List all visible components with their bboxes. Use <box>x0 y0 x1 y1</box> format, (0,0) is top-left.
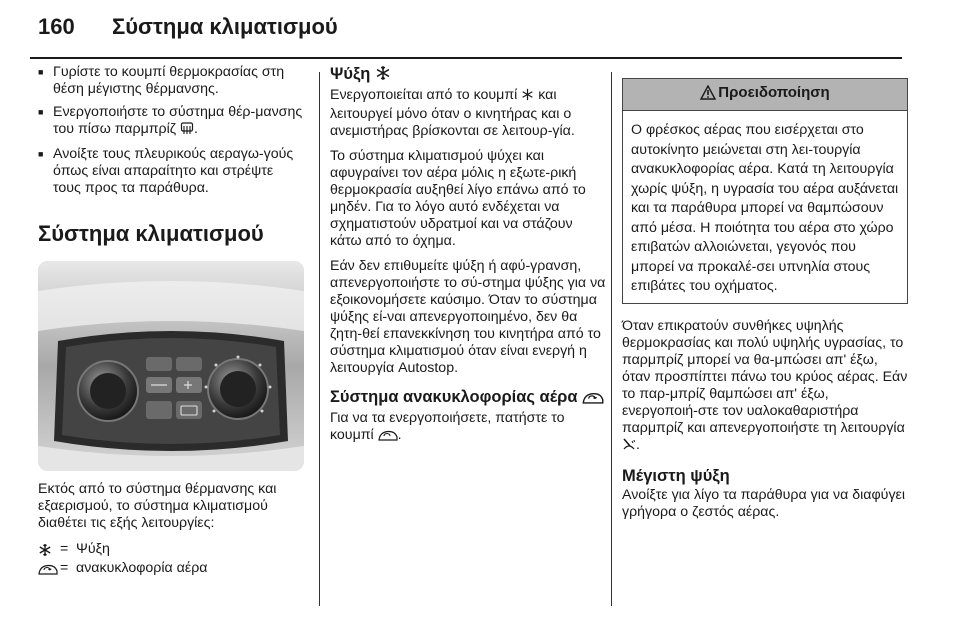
bullet-text: Γυρίστε το κουμπί θερμοκρασίας στη θέση μέγιστης θέρμανσης. <box>53 64 285 97</box>
max-cooling-paragraph: Ανοίξτε για λίγο τα παράθυρα για να διαφύγει γρήγορα ο ζεστός αέρας. <box>622 486 906 520</box>
legend-row-cooling <box>38 540 304 559</box>
cooling-p1-start: Ενεργοποιείται από το κουμπί <box>330 87 518 103</box>
humidity-paragraph <box>622 318 908 456</box>
cooling-paragraph-3: Εάν δεν επιθυμείτε ψύξη ή αφύ-γρανση, απενεργοποιήστε το σύ-στημα ψύξης για να εξοικονομήσετε καύσιμο. Όταν το σύστημα ψύξης εί-ναι απενεργοποιημένο, δεν θα ζητη-θεί επανεκκίνηση του κινητήρα από το σύστημα κλιματισμού όταν είναι ενεργή η λειτουργία Autostop. <box>330 258 606 376</box>
bullet-text: Ενεργοποιήστε το σύστημα θέρ-μανσης του πίσω παρμπρίζ <box>53 104 303 137</box>
page-number: 160 <box>38 14 75 39</box>
cooling-paragraph-1 <box>330 87 606 140</box>
rear-window-heating-icon <box>180 121 194 140</box>
warning-box <box>622 78 908 304</box>
air-recirculation-icon <box>378 429 398 446</box>
warning-text: Ο φρέσκος αέρας που εισέρχεται στο αυτοκίνητο μειώνεται στη λει-τουργία ανακυκλοφορίας αέρα. Κατά τη λειτουργία χωρίς ψύξη, η υγρασία του αέρα αυξάνεται και τα παράθυρα μπορεί να θαμπώσουν από μέσα. Η ποιότητα του αέρα στο χώρο επιβατών αλλοιώνεται, γεγονός που μπορεί να προκαλέ-σει υπνηλία στους επιβάτες του οχήματος. <box>631 122 899 294</box>
recirculation-heading-text: Σύστημα ανακυκλοφορίας αέρα <box>330 388 578 406</box>
section-title: Σύστημα κλιματισμού <box>38 221 264 246</box>
snowflake-icon <box>38 543 60 557</box>
air-recirculation-icon <box>38 563 60 575</box>
bullet-tail: . <box>193 121 198 137</box>
running-title: Σύστημα κλιματισμού <box>112 14 338 39</box>
warning-header <box>623 79 907 111</box>
snowflake-icon <box>521 88 534 106</box>
air-recirculation-icon <box>582 389 604 409</box>
cooling-p1-end: και λειτουργεί μόνο όταν ο κινητήρας και ο ανεμιστήρας βρίσκονται σε λειτουρ-γία. <box>330 87 575 139</box>
intro-text: Εκτός από το σύστημα θέρμανσης και εξαερισμού, το σύστημα κλιματισμού διαθέτει τις εξής λειτουργίες: <box>38 481 277 531</box>
legend-label: ανακυκλοφορία αέρα <box>76 560 208 576</box>
column-divider-2 <box>611 72 612 606</box>
column-right <box>622 64 908 529</box>
cooling-paragraph-2: Το σύστημα κλιματισμού ψύχει και αφυγραίνει τον αέρα μόλις η εξωτε-ρική θερμοκρασία αυξηθεί λίγο επάνω από το μηδέν. Για το λόγο αυτό ενδέχεται να σχηματιστούν υδρατμοί και να στάζουν κάτω από το όχημα. <box>330 148 586 249</box>
recirculation-heading <box>330 387 606 409</box>
header-rule <box>30 57 902 59</box>
bullet-item <box>38 104 304 140</box>
bullet-text: Ανοίξτε τους πλευρικούς αεραγω-γούς όπως είναι απαραίτητο και στρέψτε τους προς τα παράθυρα. <box>53 146 294 196</box>
recirculation-paragraph <box>330 410 606 446</box>
legend-equals: = <box>60 560 69 576</box>
humidity-tail: . <box>636 436 640 453</box>
cooling-heading <box>330 64 606 86</box>
windscreen-wiper-icon <box>622 437 636 456</box>
cooling-heading-text: Ψύξη <box>330 65 371 83</box>
recirculation-text-start: Για να τα ενεργοποιήσετε, πατήστε το κουμπί <box>330 410 565 443</box>
legend-row-recirculation <box>38 559 304 578</box>
legend-equals: = <box>60 541 69 557</box>
snowflake-icon <box>375 65 391 86</box>
climate-control-panel-photo <box>38 261 304 471</box>
legend-label: Ψύξη <box>76 541 110 557</box>
recirculation-text-end: . <box>397 427 402 443</box>
column-left <box>38 64 304 578</box>
column-divider-1 <box>319 72 320 606</box>
warning-title: Προειδοποίηση <box>718 84 830 101</box>
bullet-list <box>38 64 304 197</box>
bullet-item <box>38 64 304 98</box>
bullet-item <box>38 146 304 197</box>
warning-triangle-icon <box>700 82 716 110</box>
column-middle <box>330 64 606 454</box>
humidity-text: Όταν επικρατούν συνθήκες υψηλής θερμοκρασίας και πολύ υψηλής υγρασίας, το παρμπρίζ μπορεί να θα-μπώσει απ' έξω, όταν προσπίπτει πάνω του κρύος αέρας. Εάν το παρ-μπρίζ θαμπώσει απ' έξω, ενεργοποιή-στε τον υαλοκαθαριστήρα παρμπρίζ και απενεργοποιήστε τη λειτουργία <box>622 317 908 436</box>
max-cooling-heading: Μέγιστη ψύξη <box>622 466 730 485</box>
